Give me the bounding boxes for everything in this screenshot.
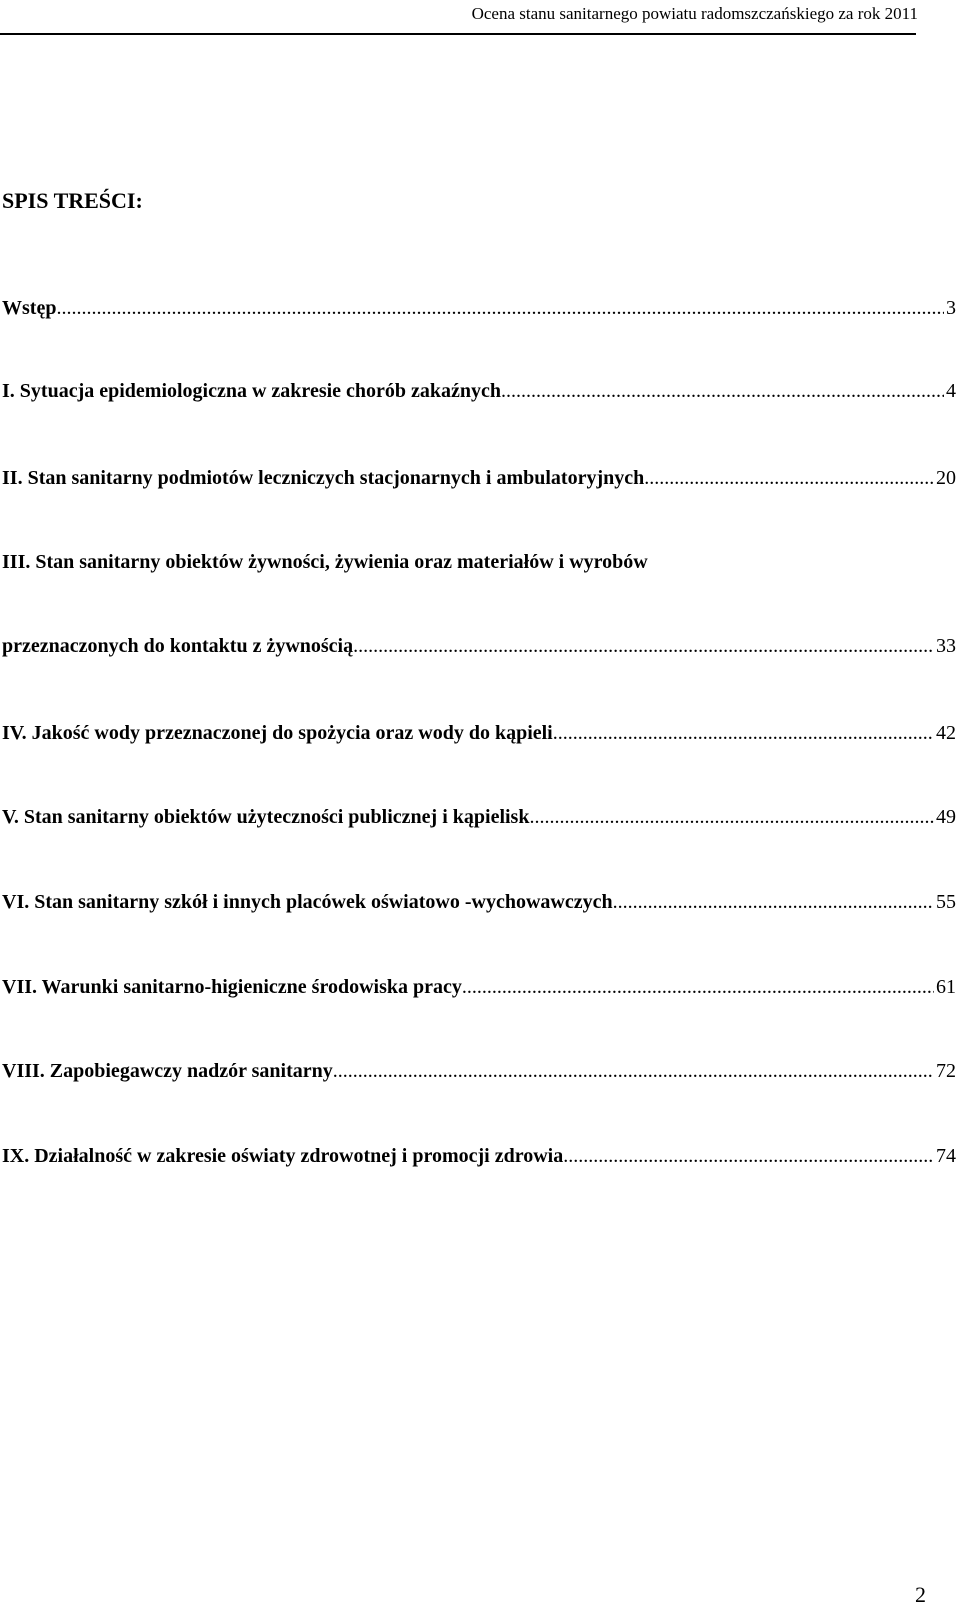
toc-entry-chapter-1[interactable] (2, 380, 956, 402)
running-header: Ocena stanu sanitarnego powiatu radomszczańskiego za rok 2011 (471, 4, 918, 23)
dot-leader (56, 297, 944, 319)
toc-entry-title: przeznaczonych do kontaktu z żywnością (2, 635, 354, 657)
toc-entry-chapter-8[interactable] (2, 1060, 956, 1082)
toc-entry-page: 49 (936, 806, 956, 828)
toc-entry-title: V. Stan sanitarny obiektów użyteczności publicznej i kąpielisk (2, 806, 530, 828)
dot-leader (644, 467, 934, 489)
toc-entry-page: 3 (946, 297, 956, 319)
toc-entry-title: VIII. Zapobiegawczy nadzór sanitarny (2, 1060, 333, 1082)
toc-entry-title-line1: III. Stan sanitarny obiektów żywności, żywienia oraz materiałów i wyrobów (2, 551, 648, 573)
toc-entry-chapter-5[interactable] (2, 806, 956, 828)
dot-leader (613, 891, 934, 913)
page-number: 2 (915, 1582, 926, 1607)
dot-leader (462, 976, 934, 998)
toc-entry-chapter-2[interactable] (2, 467, 956, 489)
toc-entry-title: I. Sytuacja epidemiologiczna w zakresie chorób zakaźnych (2, 380, 502, 402)
dot-leader (333, 1060, 934, 1082)
toc-entry-chapter-7[interactable] (2, 976, 956, 998)
toc-entry-title: VII. Warunki sanitarno-higieniczne środowiska pracy (2, 976, 462, 998)
toc-entry-chapter-3[interactable] (2, 551, 956, 657)
toc-entry-page: 42 (936, 722, 956, 744)
toc-entry-page: 55 (936, 891, 956, 913)
toc-entry-title: Wstęp (2, 297, 57, 319)
dot-leader (501, 380, 944, 402)
dot-leader (563, 1145, 934, 1167)
toc-entry-page: 20 (936, 467, 956, 489)
dot-leader (529, 806, 934, 828)
header-rule (0, 33, 916, 35)
toc-entry-chapter-4[interactable] (2, 722, 956, 744)
toc-entry-chapter-6[interactable] (2, 891, 956, 913)
toc-entry-page: 4 (946, 380, 956, 402)
dot-leader (553, 722, 934, 744)
toc-entry-title: IX. Działalność w zakresie oświaty zdrowotnej i promocji zdrowia (2, 1145, 564, 1167)
dot-leader (353, 635, 934, 657)
toc-entry-page: 61 (936, 976, 956, 998)
toc-entry-title: IV. Jakość wody przeznaczonej do spożycia oraz wody do kąpieli (2, 722, 553, 744)
toc-entry-title: II. Stan sanitarny podmiotów leczniczych stacjonarnych i ambulatoryjnych (2, 467, 645, 489)
toc-entry-wstep[interactable] (2, 297, 956, 319)
toc-entry-page: 74 (936, 1145, 956, 1167)
toc-entry-chapter-9[interactable] (2, 1145, 956, 1167)
toc-entry-title: VI. Stan sanitarny szkół i innych placówek oświatowo -wychowawczych (2, 891, 613, 913)
toc-entry-page: 33 (936, 635, 956, 657)
toc-entry-page: 72 (936, 1060, 956, 1082)
toc-heading: SPIS TREŚCI: (2, 188, 143, 213)
